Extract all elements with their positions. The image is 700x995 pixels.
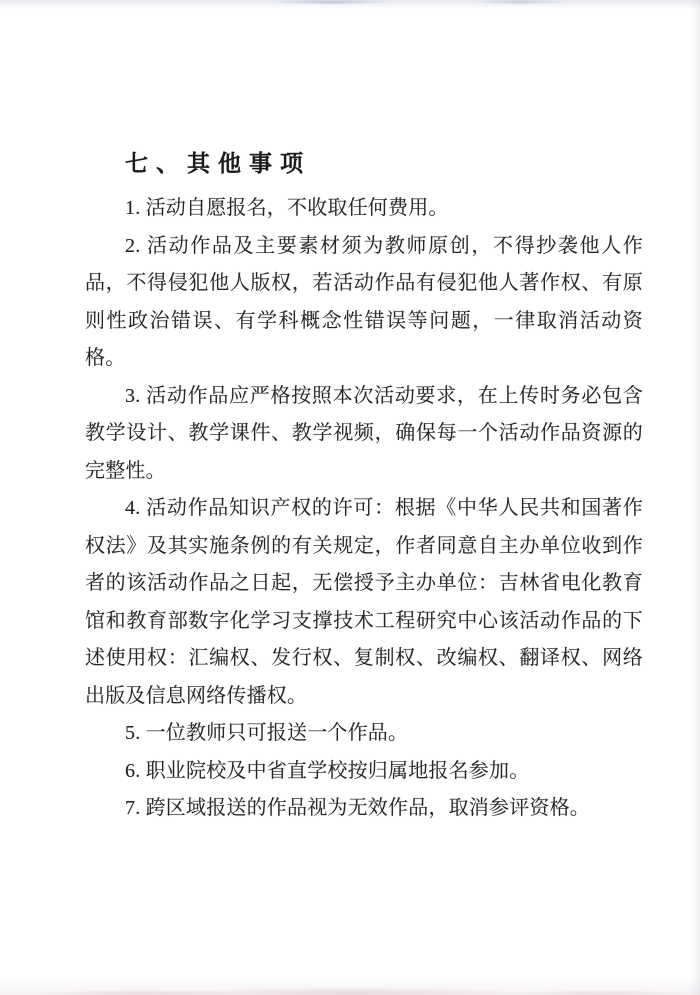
- doc-paragraph-5: 5. 一位教师只可报送一个作品。: [125, 722, 409, 744]
- scan-artifact-right-edge: [690, 0, 700, 995]
- doc-paragraph-6: 6. 职业院校及中省直学校按归属地报名参加。: [125, 759, 530, 782]
- doc-paragraph-1: 1. 活动自愿报名，不收取任何费用。: [125, 197, 449, 219]
- doc-paragraph-4: 4. 活动作品知识产权的许可：根据《中华人民共和国著作权法》及其实施条例的有关规定，作者同意自主办单位收到作者的该活动作品之日起，无偿授予主办单位：吉林省电化教育馆和教育部数字化学习支撑技术工程研究中心该活动作品的下述使用权：汇编权、发行权、复制权、改编权、翻译权、网络出版及信息网络传播权。: [85, 497, 643, 707]
- doc-paragraph-2: 2. 活动作品及主要素材须为教师原创，不得抄袭他人作品，不得侵犯他人版权，若活动作品有侵犯他人著作权、有原则性政治错误、有学科概念性错误等问题，一律取消活动资格。: [85, 234, 643, 369]
- doc-paragraph-7: 7. 跨区域报送的作品视为无效作品，取消参评资格。: [125, 797, 590, 819]
- scan-artifact-bottom-edge: [0, 977, 700, 995]
- document-body: [85, 150, 643, 828]
- scan-artifact-top-edge: [0, 0, 700, 9]
- doc-paragraph-3: 3. 活动作品应严格按照本次活动要求，在上传时务必包含教学设计、教学课件、教学视频，确保每一个活动作品资源的完整性。: [85, 384, 643, 482]
- section-heading: 七、其他事项: [125, 150, 311, 176]
